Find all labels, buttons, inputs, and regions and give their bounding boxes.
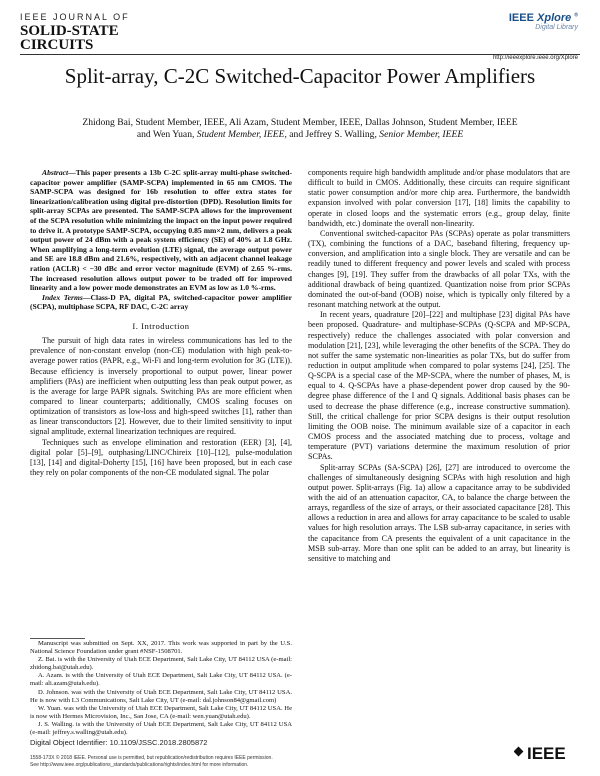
section-heading: I. Introduction (132, 320, 190, 331)
footnote: A. Azam. is with the University of Utah ECE Department, Salt Lake City, UT 84112 USA. (e-mail: ali.azam@utah.edu). (30, 672, 292, 688)
paper-title: Split-array, C-2C Switched-Capacitor Power Amplifiers (64, 64, 536, 88)
abstract-label: Abstract (42, 168, 69, 177)
footnote: W. Yuan. was with the University of Utah ECE Department, Salt Lake City, UT 84112 USA. He is now with Hermes Microvision, Inc., San Jose, CA (e-mail: wen.yuan@utah.edu). (30, 704, 292, 720)
abstract (30, 168, 292, 293)
footnotes (30, 640, 292, 737)
copyright-line2: See http://www.ieee.org/publications_standards/publications/rights/index.html for more information. (30, 761, 249, 768)
authors-line2-part4: Senior Member, IEEE (379, 129, 464, 140)
ieee-xplore-logo (509, 12, 578, 31)
xplore-brand-italic: Xplore (537, 12, 572, 24)
footnote-rule (30, 638, 85, 639)
right-paragraph-2: Conventional switched-capacitor PAs (SCPAs) operate as polar transmitters (TX), combining the functions of a DAC, baseband filtering, frequency up-conversion, and amplification into a single block. They are versatile and can be readily tuned to different frequency and power levels and scaled with process changes [9], [19]. They suffer from the drawbacks of all polar TXs, with the additional drawback of being quantized. Quantization noise from prior SCPAs dominated the out-of-band (OOB) noise, which is typically only filtered by a resonant matching network at the output. (308, 228, 570, 310)
journal-name-line2: CIRCUITS (20, 37, 94, 53)
footnote: Z. Bai. is with the University of Utah ECE Department, Salt Lake City, UT 84112 USA (e-mail: zhidong.bai@utah.edu). (30, 656, 292, 672)
right-paragraph-3: In recent years, quadrature [20]–[22] and multiphase [23] digital PAs have been proposed. Quadrature- and multiphase-SCPAs (Q-SCPA and MP-SCPA, respectively) reduce the challenges associated with polar conversion and modulation [21], [23], while leveraging the other benefits of the SCPA. They do not suffer the same systematic non-linearities as polar TXs, but do suffer from reduction in output amplitude when compared to polar systems [24], [25]. The Q-SCPA is a special case of the MP-SCPA, where the number of phases, M, is equal to 4. Q-SCPAs have a phase-dependent power drop caused by the 90-degree phase difference of the I and Q signals. Additional basis phases can be used to decrease the phase difference (e.g., increase constructive summation). Still, the critical challenge for prior SCPA designs is their output resolution limiting the OOB noise. The minimum available size of a capacitor in each CMOS process and the associated matching due to process, voltage and temperature (PVT) variations determine the maximum resolution of prior SCPAs. (308, 310, 570, 462)
authors-line1: Zhidong Bai, Student Member, IEEE, Ali Azam, Student Member, IEEE, Dallas Johnson, Student Member, IEEE (82, 117, 518, 128)
index-terms (30, 293, 292, 312)
xplore-brand-main: IEEE (508, 12, 534, 24)
ieee-logo-text: IEEE (527, 744, 566, 763)
footnote: Manuscript was submitted on Sept. XX, 2017. This work was supported in part by the U.S. National Science Foundation under grant #NSF-1508701. (30, 640, 292, 656)
authors-line2-part2: Student Member, IEEE, (196, 129, 287, 140)
journal-name-line1: SOLID-STATE (20, 23, 119, 39)
xplore-brand: IEEE Xplore ® (508, 12, 578, 24)
right-column (308, 168, 570, 564)
index-terms-label: Index Terms (42, 292, 83, 302)
authors-line2 (30, 129, 570, 141)
xplore-sub: Digital Library (535, 24, 578, 31)
journal-name (20, 24, 119, 52)
author-list (30, 117, 570, 141)
right-paragraph-1: components require high bandwidth amplitude and/or phase modulators that are difficult to build in CMOS. Additionally, these circuits can require significant static power consumption and/or more chip area. Furthermore, the bandwidth expansion involved with polar conversion [17], [18] limits the capability to operate in closed loops and the systematic errors (e.g., group delay, finite bandwidth, etc.) dominate the overall non-linearity. (308, 168, 570, 228)
left-column (30, 168, 292, 478)
authors-line2-part1: and Wen Yuan, (136, 129, 197, 140)
footnote: D. Johnson. was with the University of Utah ECE Department, Salt Lake City, UT 84112 USA. He is now with L3 Communications, Salt Lake City, UT (e-mail: dal.johnson84@gmail.com) (30, 688, 292, 704)
journal-label: IEEE JOURNAL OF (20, 12, 130, 22)
ieee-logo-graphic (514, 743, 576, 763)
copyright-line1: 1558-173X © 2018 IEEE. Personal use is permitted, but republication/redistribution requires IEEE permission. (30, 755, 273, 761)
abstract-text: —This paper presents a 13b C-2C split-array multi-phase switched-capacitor power amplifier (SAMP-SCPA) implemented in 65 nm CMOS. The SAMP-SCPA was designed for 16b resolution to offer extra states for linearization/calibration using digital pre-distortion (DPD). Resolution limits for split-array SCPAs are presented. The SAMP-SCPA allows for the improvement of the SCPA resolution while minimizing the impact on the input power required to drive it. A prototype SAMP-SCPA, occupying 0.85 mm×2 mm, delivers a peak output power of 24 dBm with a peak system efficiency (SE) of 40% at 1.8 GHz. When amplifying a long-term evolution (LTE) signal, the average output power and SE are 18.8 dBm and 21.6%, respectively, with an adjacent channel leakage ration (ACLR) < −30 dBc and error vector magnitude (EVM) of 2.65 %-rms. The increased resolution allows output power to be traded off for improved linearity and a low power mode demonstrates an EVM as low as 1.0 %-rms. (30, 168, 292, 293)
ieee-logo (514, 743, 576, 768)
index-terms-text: —Class-D PA, digital PA, switched-capacitor power amplifier (SCPA), multiphase SCPA, RF DAC, C-2C array (30, 292, 293, 312)
left-paragraph-1: The pursuit of high data rates in wireless communications has led to the prevalence of non-constant envelop (non-CE) modulation with high peak-to-average power ratios (PAPR, e.g., Wi-Fi and long-term evolution for 3G (LTE)). Because efficiency is inversely proportional to output power, linear power amplifiers (PAs) are inefficient when outputting less than peak output power, as is the average for large PAPR signals. Switching PAs are more efficient when compared to linear counterparts; additionally, CMOS scaling focuses on optimization of transistors as low-loss and high-speed switches [1], rather than as linear transconductors [2]. However, due to their limited sensitivity to input signal amplitude, external linearization techniques are required. (30, 336, 292, 437)
doi: Digital Object Identifier: 10.1109/JSSC.2018.2805872 (30, 738, 208, 747)
xplore-url: http://ieeexplore.ieee.org/Xplore (492, 55, 578, 61)
footnote: J. S. Walling. is with the University of Utah ECE Department, Salt Lake City, UT 84112 USA (e-mail: jeffrey.s.walling@utah.edu). (30, 720, 292, 737)
copyright-note (30, 755, 470, 768)
left-paragraph-2: Techniques such as envelope elimination and restoration (EER) [3], [4], digital polar [5]–[9], outphasing/LINC/Chireix [10]–[12], pulse-modulation [13], [14] and digital-Doherty [15], [16] have been proposed, but in each case they rely on polar components of the non-CE modulated signal. The polar (30, 437, 292, 478)
right-paragraph-4: Split-array SCPAs (SA-SCPA) [26], [27] are introduced to overcome the challenges of simultaneously designing SCPAs with high resolution and high output power. Split-arrays (Fig. 1a) allow a capacitance array to be subdivided with the aid of an attenuation capacitor, CA, to balance the charge between the arrays, regardless of the size of arrays, or their associated capacitance [28]. This allows a reduction in area and allows for array capacitance to be scaled to usable values for high resolution arrays. The LSB sub-array capacitance, in series with the capacitance from CA presents the equivalent of a unit capacitance in the MSB sub-array. More than one split can be added to an array, but linearity is sensitive to matching and (308, 462, 570, 563)
authors-line2-part3: and Jeffrey S. Walling, (286, 129, 380, 140)
